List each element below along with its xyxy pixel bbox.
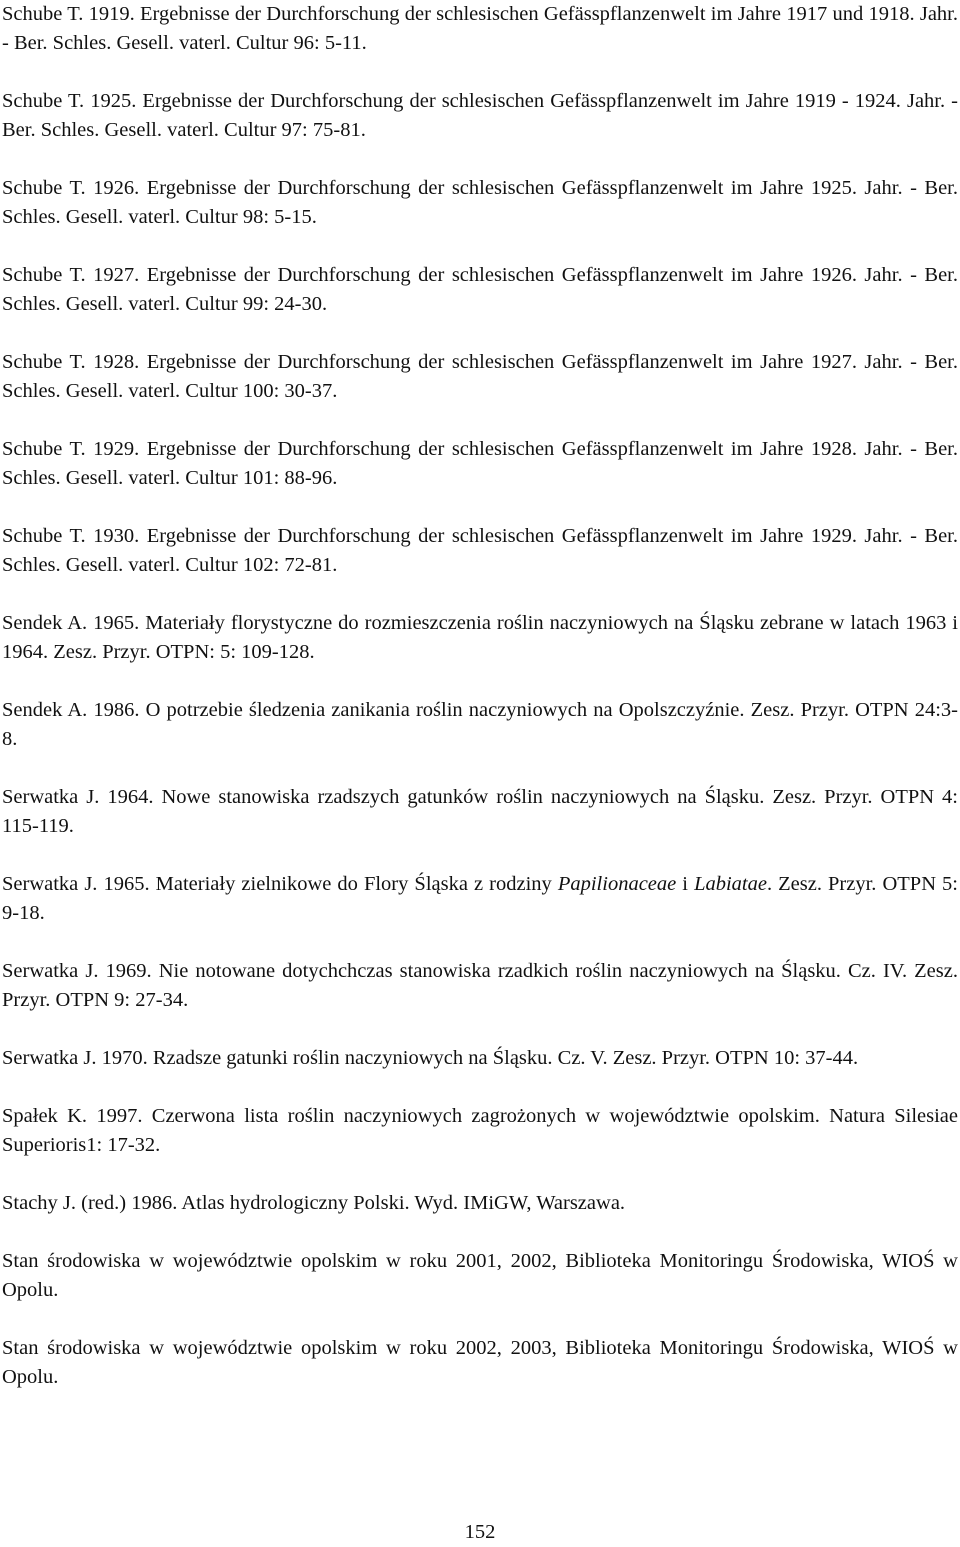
reference-entry: Schube T. 1919. Ergebnisse der Durchforschung der schlesischen Gefässpflanzenwelt im Jahre 1917 und 1918. Jahr. - Ber. Schles. Gesell. vaterl. Cultur 96: 5-11. xyxy=(2,3,958,54)
reference-text: . Zesz. Przyr. OTPN 5: 9-18. xyxy=(2,873,959,924)
taxon-name-italic: Papilionaceae xyxy=(557,873,677,895)
reference-text: Serwatka J. 1965. Materiały zielnikowe do Flory Śląska z rodziny xyxy=(2,873,558,895)
reference-entry xyxy=(2,870,958,928)
reference-entry: Serwatka J. 1964. Nowe stanowiska rzadszych gatunków roślin naczyniowych na Śląsku. Zesz. Przyr. OTPN 4: 115-119. xyxy=(2,786,958,837)
reference-entry: Stan środowiska w województwie opolskim w roku 2002, 2003, Biblioteka Monitoringu Środowiska, WIOŚ w Opolu. xyxy=(2,1337,958,1388)
reference-entry: Spałek K. 1997. Czerwona lista roślin naczyniowych zagrożonych w województwie opolskim. Natura Silesiae Superioris1: 17-32. xyxy=(2,1105,958,1156)
reference-entry: Schube T. 1930. Ergebnisse der Durchforschung der schlesischen Gefässpflanzenwelt im Jahre 1929. Jahr. - Ber. Schles. Gesell. vaterl. Cultur 102: 72-81. xyxy=(2,525,958,576)
reference-list xyxy=(2,0,958,1421)
reference-entry: Sendek A. 1965. Materiały florystyczne do rozmieszczenia roślin naczyniowych na Śląsku zebrane w latach 1963 i 1964. Zesz. Przyr. OTPN: 5: 109-128. xyxy=(2,612,958,663)
reference-entry: Schube T. 1927. Ergebnisse der Durchforschung der schlesischen Gefässpflanzenwelt im Jahre 1926. Jahr. - Ber. Schles. Gesell. vaterl. Cultur 99: 24-30. xyxy=(2,264,958,315)
reference-entry: Schube T. 1926. Ergebnisse der Durchforschung der schlesischen Gefässpflanzenwelt im Jahre 1925. Jahr. - Ber. Schles. Gesell. vaterl. Cultur 98: 5-15. xyxy=(2,177,958,228)
taxon-name-italic: Labiatae xyxy=(694,873,767,895)
reference-entry: Sendek A. 1986. O potrzebie śledzenia zanikania roślin naczyniowych na Opolszczyźnie. Zesz. Przyr. OTPN 24:3-8. xyxy=(2,699,958,750)
reference-text: i xyxy=(676,873,695,895)
reference-entry: Schube T. 1929. Ergebnisse der Durchforschung der schlesischen Gefässpflanzenwelt im Jahre 1928. Jahr. - Ber. Schles. Gesell. vaterl. Cultur 101: 88-96. xyxy=(2,438,958,489)
reference-entry: Serwatka J. 1969. Nie notowane dotychchczas stanowiska rzadkich roślin naczyniowych na Śląsku. Cz. IV. Zesz. Przyr. OTPN 9: 27-34. xyxy=(2,960,958,1011)
reference-entry: Stan środowiska w województwie opolskim w roku 2001, 2002, Biblioteka Monitoringu Środowiska, WIOŚ w Opolu. xyxy=(2,1250,958,1301)
reference-entry: Stachy J. (red.) 1986. Atlas hydrologiczny Polski. Wyd. IMiGW, Warszawa. xyxy=(2,1192,626,1214)
reference-entry: Serwatka J. 1970. Rzadsze gatunki roślin naczyniowych na Śląsku. Cz. V. Zesz. Przyr. OTPN 10: 37-44. xyxy=(2,1047,859,1069)
reference-entry: Schube T. 1925. Ergebnisse der Durchforschung der schlesischen Gefässpflanzenwelt im Jahre 1919 - 1924. Jahr. - Ber. Schles. Gesell. vaterl. Cultur 97: 75-81. xyxy=(2,90,958,141)
page-number: 152 xyxy=(464,1521,496,1543)
reference-entry: Schube T. 1928. Ergebnisse der Durchforschung der schlesischen Gefässpflanzenwelt im Jahre 1927. Jahr. - Ber. Schles. Gesell. vaterl. Cultur 100: 30-37. xyxy=(2,351,958,402)
